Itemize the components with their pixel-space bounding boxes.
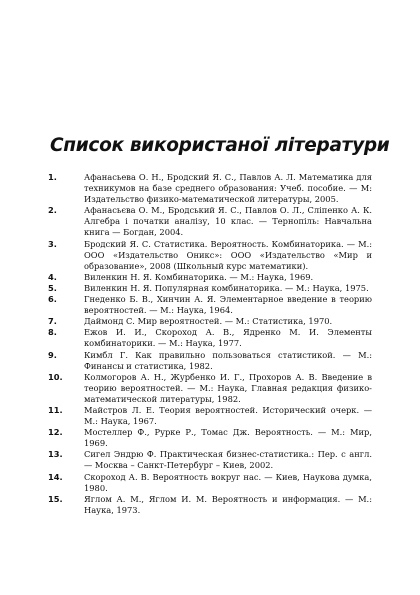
reference-item [48, 205, 372, 238]
reference-number: 6. [48, 294, 57, 305]
reference-number: 10. [48, 371, 63, 382]
reference-text: Афанасьева О. Н., Бродский Я. С., Павлов А. Л. Математика для техникумов на базе среднего образования: Учеб. пособие. — М: Издательство физико-математической литературы, 2005. [84, 172, 372, 205]
page-title: Список використаної літератури [50, 135, 390, 156]
reference-item [48, 172, 372, 205]
reference-text: Колмогоров А. Н., Журбенко И. Г., Прохоров А. В. Введение в теорию вероятностей. — М.: Наука, Главная редакция физико-математической литературы, 1982. [84, 371, 372, 404]
reference-text: Кимбл Г. Как правильно пользоваться статистикой. — М.: Финансы и статистика, 1982. [84, 349, 372, 371]
reference-text: Сигел Эндрю Ф. Практическая бизнес-статистика.: Пер. с англ. — Москва – Санкт-Петербург – Киев, 2002. [84, 449, 372, 471]
reference-item [48, 472, 372, 494]
reference-item [48, 294, 372, 316]
reference-text: Майстров Л. Е. Теория вероятностей. Исторический очерк. — М.: Наука, 1967. [84, 404, 372, 427]
reference-number: 8. [48, 327, 57, 338]
reference-number: 7. [48, 316, 57, 327]
reference-text: Скороход А. В. Вероятность вокруг нас. — Киев, Наукова думка, 1980. [84, 471, 372, 493]
reference-item [48, 372, 372, 405]
reference-number: 14. [48, 471, 63, 482]
reference-number: 15. [48, 493, 63, 504]
reference-item [48, 427, 372, 449]
reference-number: 3. [48, 238, 57, 249]
reference-text: Ежов И. И., Скороход А. В., Ядренко М. И. Элементы комбинаторики. — М.: Наука, 1977. [84, 327, 372, 349]
reference-text: Даймонд С. Мир вероятностей. — М.: Статистика, 1970. [84, 316, 333, 327]
reference-item [48, 316, 372, 327]
reference-item [48, 283, 372, 294]
reference-item [48, 494, 372, 516]
reference-text: Виленкин Н. Я. Комбинаторика. — М.: Наука, 1969. [84, 271, 314, 282]
reference-text: Яглом А. М., Яглом И. М. Вероятность и информация. — М.: Наука, 1973. [84, 493, 372, 515]
reference-list [48, 172, 372, 516]
reference-text: Афанасьєва О. М., Бродський Я. С., Павлов О. Л., Сліпенко А. К. Алгебра і початки аналізу, 10 клас. — Тернопіль: Навчальна книга — Богдан, 2004. [84, 205, 372, 238]
reference-number: 11. [48, 404, 63, 415]
reference-item [48, 327, 372, 349]
reference-item [48, 272, 372, 283]
reference-item [48, 350, 372, 372]
reference-number: 5. [48, 282, 57, 293]
reference-number: 12. [48, 427, 63, 438]
reference-number: 4. [48, 271, 57, 282]
reference-text: Виленкин Н. Я. Популярная комбинаторика. — М.: Наука, 1975. [84, 282, 369, 293]
reference-text: Мостеллер Ф., Рурке Р., Томас Дж. Вероятность. — М.: Мир, 1969. [84, 427, 372, 449]
reference-item [48, 449, 372, 471]
reference-number: 1. [48, 172, 57, 182]
reference-item [48, 405, 372, 427]
reference-number: 13. [48, 449, 63, 460]
reference-text: Гнеденко Б. В., Хинчин А. Я. Элементарное введение в теорию вероятностей. — М.: Наука, 1964. [84, 294, 372, 316]
reference-text: Бродский Я. С. Статистика. Вероятность. Комбинаторика. — М.: ООО «Издательство Оникс»: ООО «Издательство «Мир и образование», 2008 (Школьный курс математики). [84, 238, 372, 271]
reference-number: 2. [48, 205, 57, 216]
reference-item [48, 239, 372, 272]
reference-number: 9. [48, 349, 57, 360]
